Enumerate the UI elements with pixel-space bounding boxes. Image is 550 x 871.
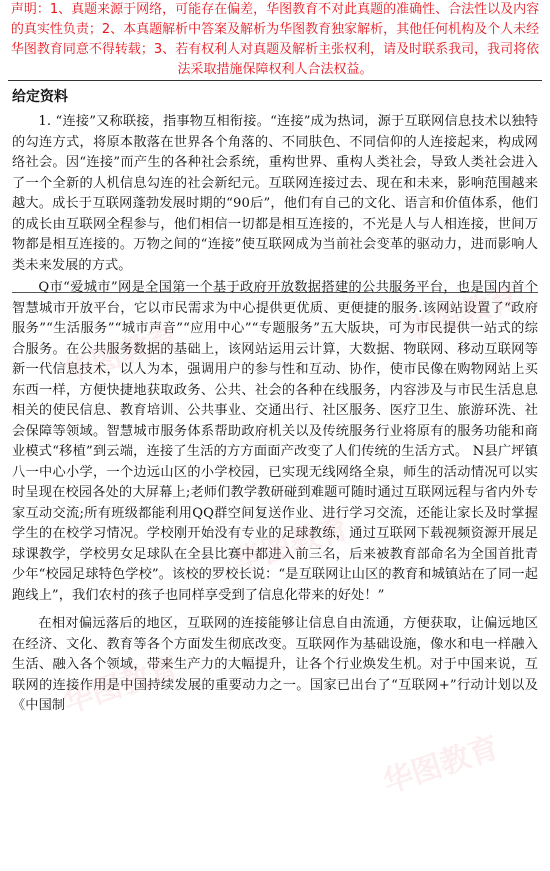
document-body xyxy=(12,112,538,717)
watermark-logo: 华图教育 xyxy=(58,650,184,721)
section-title: 给定资料 xyxy=(12,89,68,105)
watermark-logo: 华图教育 xyxy=(228,510,354,581)
watermark-logo: 华图教育 xyxy=(398,280,524,351)
paragraph-2: Q市“爱城市”网是全国第一个基于政府开放数据搭建的公共服务平台，也是国内首个智慧城市开放平台，它以市民需求为中心提供更优质、更便捷的服务.该网站设置了“政府服务”“生活服务”“城市声音”“应用中心”“专题服务”五大版块，可为市民提供一站式的综合服务。在公共服务数据的基础上，该网站运用云计算，大数据、物联网、移动互联网等新一代信息技术，以人为本，强调用户的参与性和互动、协作，使市民像在购物网站上买东西一样，方便快捷地获取政务、公共、社会的各种在线服务，内容涉及与市民生活息息相关的使民信息、教育培训、公共事业、交通出行、社区服务、医疗卫生、旅游环洗、社会保障等领域。智慧城市服务体系帮助政府机关以及传统服务行业将原有的服务功能和商业模式“移植”到云端，连接了生活的方方面面产改变了人们传统的生活方式。 N县广坪镇八一中心小学，一个边远山区的小学校园，已实现无线网络全泉，师生的活动情况可以实时呈现在校园各处的大屏幕上;老师们教学教研碰到难题可随时通过互联网远程与省内外专家互动交流;所有班级都能利用QQ群空间复送作业、进行学习交流，还能让家长及时掌握学生的在校学习情况。学校刚开始没有专业的足球教练，通过互联网下载视频资源开展足球课教学，学校男女足球队在全县比赛中都进入前三名，后来被教育部命名为全国首批青少年“校园足球特色学校”。该校的罗校长说：“是互联网让山区的教育和城镇站在了同一起跑线上”，我们农村的孩子也同样享受到了信息化带来的好处！” xyxy=(12,280,538,603)
paragraph-3: 在相对偏远落后的地区，互联网的连接能够让信息自由流通，方便获取，让偏远地区在经济、文化、教育等各个方面发生彻底改变。互联网作为基础设施，像水和电一样融入生活、融入各个领域，带来生产力的大幅提升，让各个行业焕发生机。对于中国来说，互联网的连接作用是中国持续发展的重要动力之一。国家已出台了“互联网+”行动计划以及《中国制 xyxy=(12,616,538,713)
watermark-logo: 华图教育 xyxy=(378,730,504,801)
watermark-logo: 华图教育 xyxy=(58,320,184,391)
header-divider xyxy=(8,80,542,81)
disclaimer-notice: 声明：1、真题来源于网络，可能存在偏差，华图教育不对此真题的准确性、合法性以及内容的真实性负责；2、本真题解析中答案及解析为华图教育独家解析，其他任何机构及个人未经华图教育同意不得转载；3、若有权利人对真题及解析主张权利，请及时联系我司，我司将依法采取措施保障权利人合法权益。 xyxy=(10,2,540,77)
paragraph-1: 1. “连接”又称联接，指事物互相衔接。“连接”成为热词，源于互联网信息技术以独特的勾连方式，将原本散落在世界各个角落的、不同肤色、不同信仰的人连接起来，构成网络社会。因“连接”而产生的各种社会系统，重构世界、重构人类社会，导致人类社会进入了一个全新的人机信息勾连的社会新纪元。互联网连接过去、现在和未来，影响范围越来越大。成长于互联网蓬勃发展时期的“90后”，他们有自己的文化、语言和价值体系，他们的成长由互联网全程参与，他们相信一切都是相互连接的，不光是人与人相连接，世间万物都是相互连接的。万物之间的“连接”使互联网成为当前社会变革的驱动力，进而影响人类未来发展的方式。 xyxy=(12,114,538,273)
